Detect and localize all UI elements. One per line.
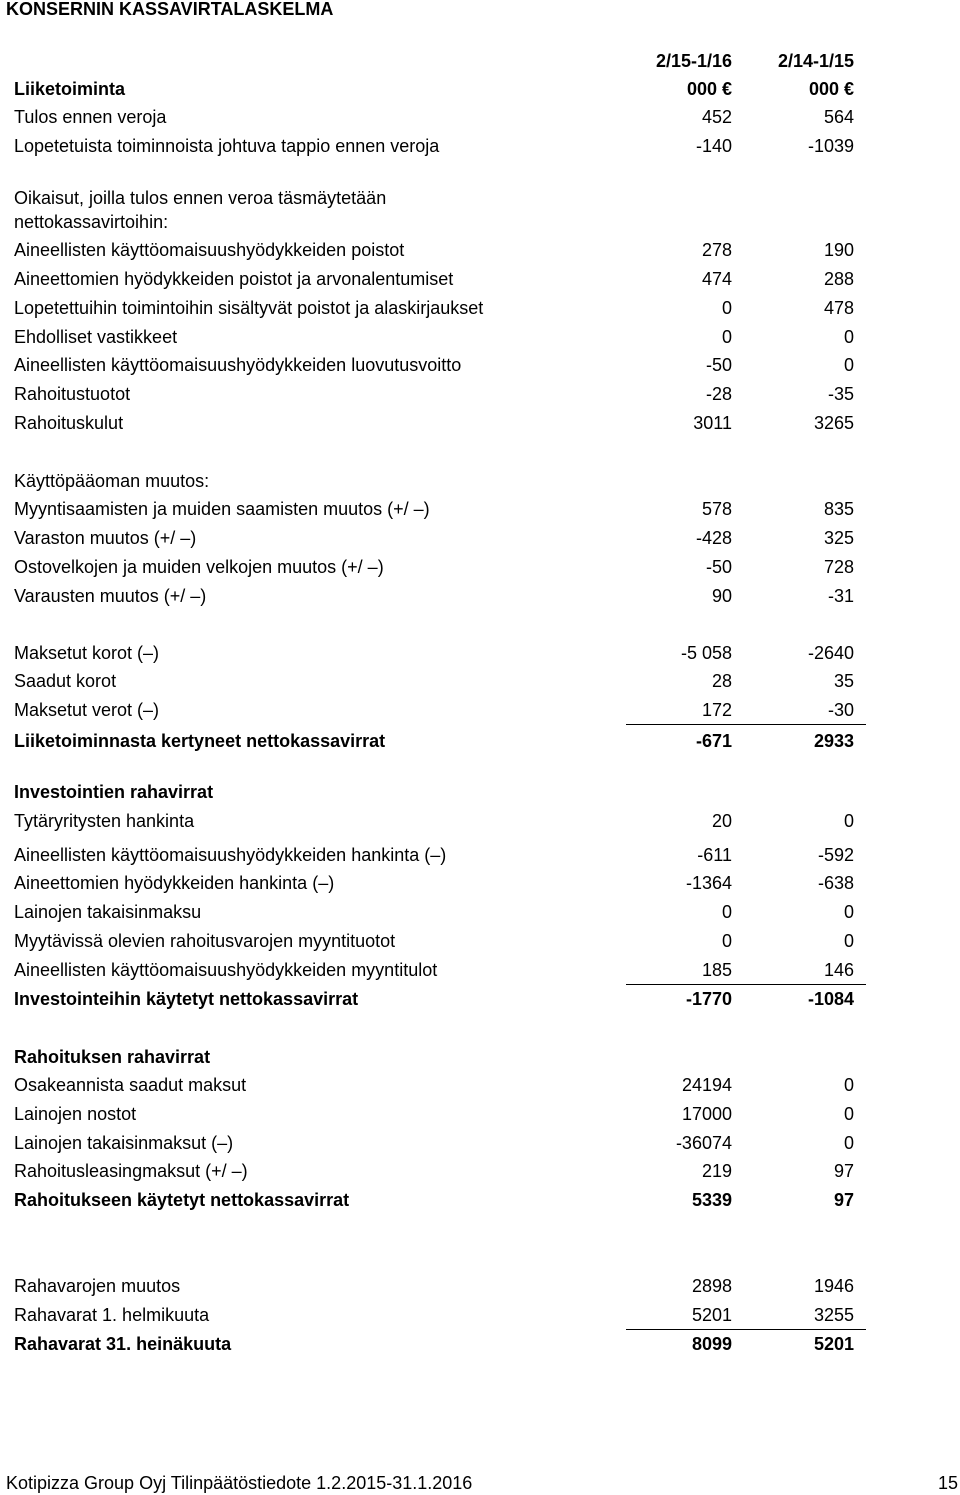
row-value-period1: 2898	[691, 1276, 732, 1296]
row-label: Lopetettuihin toimintoihin sisältyvät poistot ja alaskirjaukset	[14, 298, 484, 318]
row-value-period1: -36074	[675, 1133, 732, 1153]
column-header-periods	[14, 49, 866, 73]
row-value-period1: 0	[721, 931, 732, 951]
working-capital-heading-text: Käyttöpääoman muutos:	[14, 471, 210, 491]
row-value-period2: 288	[823, 269, 854, 289]
row-label: Ehdolliset vastikkeet	[14, 327, 178, 347]
footer-text: Kotipizza Group Oyj Tilinpäätöstiedote 1.2.2015-31.1.2016	[6, 1473, 473, 1493]
table-row	[14, 382, 866, 406]
row-value-period2: -35	[827, 384, 854, 404]
subtotal-underline	[626, 984, 746, 985]
row-value-period2: 1946	[813, 1276, 854, 1296]
row-value-period2: 0	[843, 1075, 854, 1095]
row-label: Lainojen takaisinmaksu	[14, 902, 202, 922]
row-label: Ostovelkojen ja muiden velkojen muutos (+/ –)	[14, 557, 384, 577]
row-value-period2: 3255	[813, 1305, 854, 1325]
operating-section-heading: Liiketoiminta	[14, 79, 126, 99]
row-label: Rahoituskulut	[14, 413, 124, 433]
row-value-period1: 3011	[693, 413, 732, 433]
table-row	[14, 296, 866, 320]
row-label: Rahoitusleasingmaksut (+/ –)	[14, 1161, 248, 1181]
adjustments-heading	[14, 186, 386, 234]
row-value-period2: -638	[817, 873, 854, 893]
row-value-period1: -28	[705, 384, 732, 404]
row-value-period2: 35	[833, 671, 854, 691]
table-row	[14, 555, 866, 579]
row-value-period1: 5339	[691, 1190, 732, 1210]
subtotal-underline	[746, 724, 866, 725]
row-label: Varaston muutos (+/ –)	[14, 528, 197, 548]
row-label: Aineellisten käyttöomaisuushyödykkeiden hankinta (–)	[14, 845, 447, 865]
row-value-period2: 0	[843, 902, 854, 922]
total-row	[14, 1332, 866, 1356]
row-value-period2: -1039	[807, 136, 854, 156]
table-row	[14, 353, 866, 377]
row-value-period1: 24194	[681, 1075, 732, 1095]
row-value-period2: 478	[823, 298, 854, 318]
row-value-period1: -428	[695, 528, 732, 548]
row-value-period1: -671	[695, 731, 732, 751]
row-value-period2: 325	[823, 528, 854, 548]
row-label: Lopetetuista toiminnoista johtuva tappio ennen veroja	[14, 136, 440, 156]
row-value-period1: -1770	[685, 989, 732, 1009]
row-value-period2: 0	[843, 811, 854, 831]
row-label: Aineellisten käyttöomaisuushyödykkeiden luovutusvoitto	[14, 355, 462, 375]
page-number: 15	[937, 1473, 958, 1493]
row-value-period2: 0	[843, 931, 854, 951]
subtotal-row	[14, 1188, 866, 1212]
row-label: Aineellisten käyttöomaisuushyödykkeiden poistot	[14, 240, 405, 260]
row-value-period2: -31	[827, 586, 854, 606]
row-value-period1: -5 058	[680, 643, 732, 663]
row-value-period1: 8099	[691, 1334, 732, 1354]
row-value-period1: -611	[697, 845, 732, 865]
table-row	[14, 1131, 866, 1155]
row-value-period2: -30	[827, 700, 854, 720]
row-label: Tytäryritysten hankinta	[14, 811, 195, 831]
row-value-period1: 474	[701, 269, 732, 289]
period-1-header: 2/15-1/16	[655, 51, 732, 71]
table-row	[14, 929, 866, 953]
row-value-period2: 146	[823, 960, 854, 980]
investing-heading-text: Investointien rahavirrat	[14, 782, 214, 802]
adjustments-heading-line1: Oikaisut, joilla tulos ennen veroa täsmäytetään	[14, 188, 387, 208]
row-label: Maksetut verot (–)	[14, 700, 160, 720]
row-value-period1: 172	[701, 700, 732, 720]
table-row	[14, 267, 866, 291]
row-value-period2: -2640	[807, 643, 854, 663]
row-label: Lainojen nostot	[14, 1104, 137, 1124]
row-value-period1: 5201	[691, 1305, 732, 1325]
row-value-period1: 278	[701, 240, 732, 260]
row-label: Tulos ennen veroja	[14, 107, 167, 127]
row-value-period1: -140	[695, 136, 732, 156]
subtotal-underline	[626, 724, 746, 725]
row-value-period2: -592	[817, 845, 854, 865]
row-value-period1: 0	[721, 298, 732, 318]
table-row	[14, 809, 866, 833]
table-row	[14, 134, 866, 158]
subtotal-row	[14, 729, 866, 753]
table-row	[14, 497, 866, 521]
row-value-period2: 0	[843, 1133, 854, 1153]
row-value-period1: 185	[701, 960, 732, 980]
row-value-period1: 90	[711, 586, 732, 606]
row-value-period2: 835	[823, 499, 854, 519]
row-value-period1: -50	[705, 557, 732, 577]
page-title: KONSERNIN KASSAVIRTALASKELMA	[6, 0, 334, 19]
table-row	[14, 871, 866, 895]
row-value-period2: 728	[823, 557, 854, 577]
table-row	[14, 1159, 866, 1183]
table-row	[14, 238, 866, 262]
row-label: Lainojen takaisinmaksut (–)	[14, 1133, 234, 1153]
row-value-period1: 0	[721, 327, 732, 347]
unit-1-header: 000 €	[686, 79, 732, 99]
row-value-period1: 219	[701, 1161, 732, 1181]
row-value-period2: 2933	[813, 731, 854, 751]
subtotal-row	[14, 987, 866, 1011]
unit-2-header: 000 €	[808, 79, 854, 99]
row-label: Maksetut korot (–)	[14, 643, 160, 663]
subtotal-underline	[746, 984, 866, 985]
subtotal-underline	[746, 1329, 866, 1330]
row-value-period2: 97	[833, 1161, 854, 1181]
table-row	[14, 698, 866, 722]
row-value-period1: 17000	[681, 1104, 732, 1124]
investing-heading	[14, 780, 866, 804]
row-label: Rahoitustuotot	[14, 384, 131, 404]
table-row	[14, 1073, 866, 1097]
row-label: Myyntisaamisten ja muiden saamisten muutos (+/ –)	[14, 499, 430, 519]
row-label: Investointeihin käytetyt nettokassavirrat	[14, 989, 359, 1009]
table-row	[14, 1274, 866, 1298]
row-value-period1: 452	[701, 107, 732, 127]
table-row	[14, 843, 866, 867]
row-value-period2: 0	[843, 355, 854, 375]
row-value-period1: -1364	[685, 873, 732, 893]
row-label: Aineettomien hyödykkeiden poistot ja arvonalentumiset	[14, 269, 454, 289]
row-value-period1: 0	[721, 902, 732, 922]
row-label: Saadut korot	[14, 671, 117, 691]
working-capital-heading	[14, 469, 866, 493]
row-value-period2: -1084	[807, 989, 854, 1009]
table-row	[14, 526, 866, 550]
row-value-period2: 190	[823, 240, 854, 260]
row-value-period2: 97	[833, 1190, 854, 1210]
row-label: Rahavarat 31. heinäkuuta	[14, 1334, 232, 1354]
table-row	[14, 584, 866, 608]
row-value-period1: -50	[705, 355, 732, 375]
row-value-period2: 5201	[813, 1334, 854, 1354]
row-value-period1: 28	[711, 671, 732, 691]
table-row	[14, 958, 866, 982]
column-header-units	[14, 77, 866, 101]
table-row	[14, 669, 866, 693]
table-row	[14, 411, 866, 435]
row-value-period2: 564	[823, 107, 854, 127]
row-value-period1: 578	[701, 499, 732, 519]
row-label: Rahavarat 1. helmikuuta	[14, 1305, 210, 1325]
row-value-period2: 0	[843, 327, 854, 347]
row-label: Osakeannista saadut maksut	[14, 1075, 247, 1095]
row-label: Aineellisten käyttöomaisuushyödykkeiden myyntitulot	[14, 960, 438, 980]
financing-heading-text: Rahoituksen rahavirrat	[14, 1047, 211, 1067]
table-row	[14, 325, 866, 349]
row-label: Rahoitukseen käytetyt nettokassavirrat	[14, 1190, 350, 1210]
row-label: Aineettomien hyödykkeiden hankinta (–)	[14, 873, 335, 893]
row-label: Rahavarojen muutos	[14, 1276, 181, 1296]
period-2-header: 2/14-1/15	[777, 51, 854, 71]
row-value-period2: 0	[843, 1104, 854, 1124]
table-row	[14, 105, 866, 129]
subtotal-underline	[626, 1329, 746, 1330]
row-label: Myytävissä olevien rahoitusvarojen myyntituotot	[14, 931, 396, 951]
table-row	[14, 1303, 866, 1327]
financing-heading	[14, 1045, 866, 1069]
table-row	[14, 1102, 866, 1126]
row-label: Varausten muutos (+/ –)	[14, 586, 207, 606]
table-row	[14, 641, 866, 665]
row-label: Liiketoiminnasta kertyneet nettokassavirrat	[14, 731, 386, 751]
row-value-period1: 20	[711, 811, 732, 831]
table-row	[14, 900, 866, 924]
row-value-period2: 3265	[813, 413, 854, 433]
adjustments-heading-line2: nettokassavirtoihin:	[14, 212, 169, 232]
